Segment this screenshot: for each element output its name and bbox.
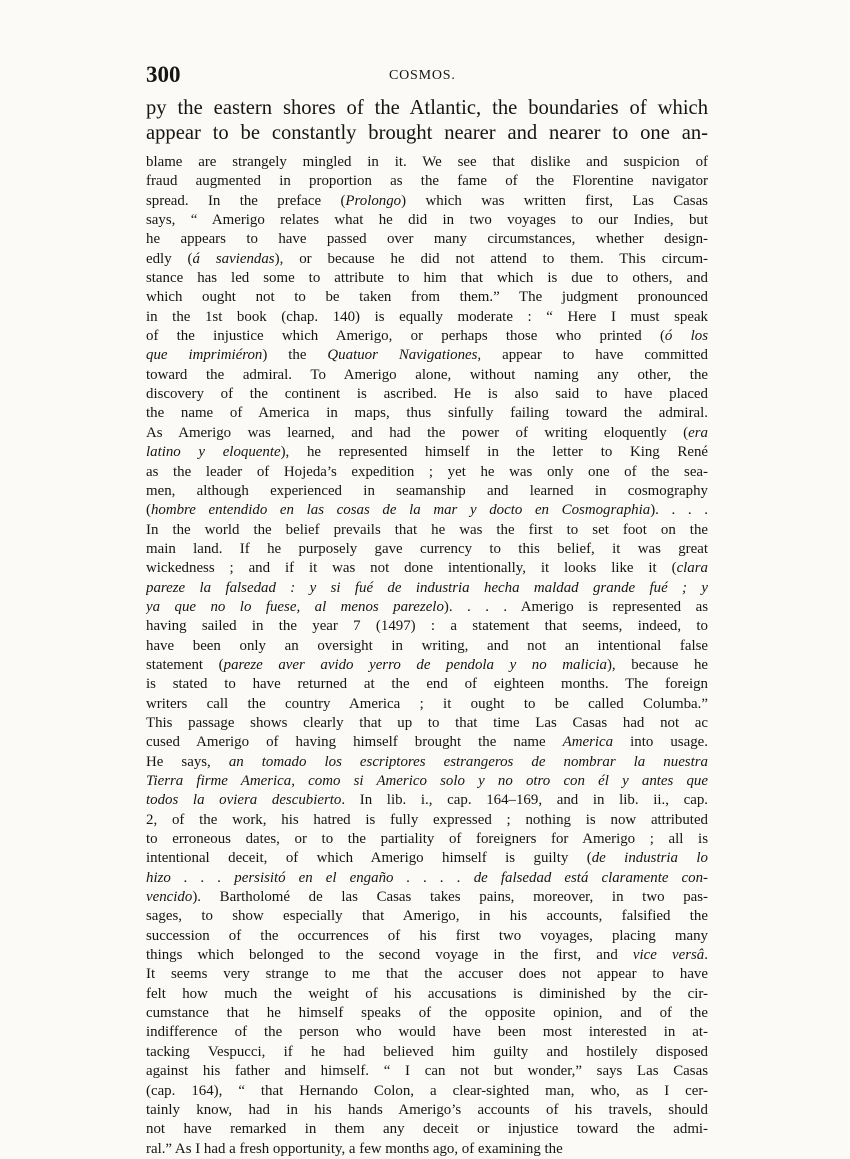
text-segment: ( [146,502,151,519]
italic-text: hombre entendido en las cosas de la mar y docto en Cosmographia [150,502,651,519]
text-segment: of the injustice which Amerigo, or perhaps those who printed ( [146,328,665,345]
footnote-line [146,463,708,482]
footnote-line [146,811,708,830]
text-segment: ). . . . Amerigo is represented as [443,598,708,615]
text-segment: edly ( [146,250,193,267]
text-segment: tainly know, had in his hands Amerigo’s accounts of his travels, should [146,1101,708,1118]
text-segment: . [704,947,708,964]
italic-text: pareze aver avido yerro de pendola y no malicia [223,656,607,673]
italic-text: an tomado los escriptores estrangeros de nombrar la nuestra [228,753,708,770]
text-segment: discovery of the continent is ascribed. He is also said to have placed [146,386,708,403]
footnote-line [146,772,708,791]
main-text-line: appear to be constantly brought nearer and nearer to one an- [146,121,708,144]
text-segment: sages, to show especially that Amerigo, in his accounts, falsified the [146,908,708,925]
italic-text: clara [676,560,708,577]
text-segment: is stated to have returned at the end of eighteen months. The foreign [146,676,708,693]
footnote-line [146,1062,708,1081]
text-segment: ). . . . [650,502,708,519]
italic-text: ya que no lo fuese, al menos parezelo [146,598,444,615]
text-segment: writers call the country America ; it ought to be called Columba.” [146,695,708,712]
text-segment: ), or because he did not attend to them. This circum- [274,250,708,267]
footnote-line [146,366,708,385]
text-segment: ral.” As I had a fresh opportunity, a few months ago, of examining the [146,1140,563,1157]
text-segment: He says, [146,753,229,770]
footnote-line [146,598,708,617]
footnote-line [146,946,708,965]
text-segment: against his father and himself. “ I can not but wonder,” says Las Casas [146,1063,708,1080]
italic-text: hizo . . . persisitó en el engaño . . . . de falsedad está claramente con- [146,869,708,886]
text-segment: stance has led some to attribute to him that which is due to others, and [146,270,708,287]
text-segment: the name of America in maps, thus sinfully failing toward the admiral. [146,405,708,422]
footnote-line [146,675,708,694]
footnote-line [146,153,708,172]
footnote-line [146,172,708,191]
footnote-line [146,1101,708,1120]
text-segment: . In lib. i., cap. 164–169, and in lib. ii., cap. [341,792,708,809]
footnote-line [146,521,708,540]
footnote-text [146,153,708,1159]
footnote-line [146,907,708,926]
text-segment: toward the admiral. To Amerigo alone, without naming any other, the [146,366,708,383]
footnote-line [146,1043,708,1062]
text-segment: As Amerigo was learned, and had the power of writing eloquently ( [146,424,689,441]
italic-text: America [562,734,614,751]
text-segment: cused Amerigo of having himself brought the name [146,734,563,751]
footnote-line [146,385,708,404]
italic-text: Quatuor Navigationes, [327,347,482,364]
running-title: COSMOS. [389,68,456,83]
text-segment: indifference of the person who would have been most interested in at- [146,1024,708,1041]
footnote-line [146,404,708,423]
text-segment: which ought not to be taken from them.” The judgment pronounced [146,289,708,306]
italic-text: de industria lo [591,850,708,867]
footnote-line [146,230,708,249]
footnote-line [146,482,708,501]
italic-text: vice versâ [632,947,705,964]
footnote-line [146,849,708,868]
footnote-line [146,733,708,752]
italic-text: pareze la falsedad : y si fué de industria hecha maldad grande fué ; y [146,579,708,596]
footnote-line [146,985,708,1004]
footnote-line [146,965,708,984]
footnote-line [146,753,708,772]
footnote-line [146,250,708,269]
text-segment: This passage shows clearly that up to that time Las Casas had not ac [146,714,708,731]
text-segment: main land. If he purposely gave currency to this belief, it was great [146,540,708,557]
text-segment: (cap. 164), “ that Hernando Colon, a clear-sighted man, who, as I cer- [146,1082,708,1099]
footnote-line [146,695,708,714]
text-segment: ), because he [606,656,708,673]
main-text [146,96,708,145]
text-segment: into usage. [613,734,708,751]
footnote-line [146,1140,708,1159]
italic-text: que imprimiéron [146,347,263,364]
text-segment: ). Bartholomé de las Casas takes pains, moreover, in two pas- [192,889,708,906]
text-segment: In the world the belief prevails that he was the first to set foot on the [146,521,708,538]
footnote-line [146,579,708,598]
footnote-line [146,617,708,636]
italic-text: latino y eloquente [146,444,281,461]
italic-text: ó los [664,328,708,345]
footnote-line [146,869,708,888]
page-header [146,62,706,88]
footnote-line [146,1120,708,1139]
footnote-line [146,830,708,849]
footnote-line [146,288,708,307]
text-segment: 2, of the work, his hatred is fully expressed ; nothing is now attributed [146,811,708,828]
italic-text: Tierra firme America, como si Americo solo y no otro con él y antes que [146,773,708,789]
footnote-line [146,308,708,327]
footnote-line [146,424,708,443]
footnote-line [146,714,708,733]
text-segment: tacking Vespucci, if he had believed him guilty and hostilely disposed [146,1043,708,1060]
text-segment: succession of the occurrences of his first two voyages, placing many [146,927,708,944]
text-segment: spread. In the preface ( [146,192,346,209]
footnote-line [146,1004,708,1023]
page-number: 300 [146,62,181,87]
text-segment: ) the [262,347,328,364]
text-segment: things which belonged to the second voyage in the first, and [146,947,633,964]
footnote-line [146,559,708,578]
italic-text: Prolongo [345,192,402,209]
footnote-line [146,269,708,288]
footnote-line [146,1082,708,1101]
text-segment: as the leader of Hojeda’s expedition ; yet he was only one of the sea- [146,463,708,480]
text-segment: having sailed in the year 7 (1497) : a statement that seems, indeed, to [146,618,708,635]
text-segment: fraud augmented in proportion as the fame of the Florentine navigator [146,173,708,190]
footnote-line [146,656,708,675]
text-segment: intentional deceit, of which Amerigo himself is guilty ( [146,850,592,867]
footnote-line [146,540,708,559]
italic-text: todos la oviera descubierto [146,792,342,809]
footnote-line [146,637,708,656]
italic-text: era [688,424,708,441]
footnote-line [146,192,708,211]
text-segment: cumstance that he himself speaks of the opposite opinion, and of the [146,1005,708,1022]
footnote-line [146,1023,708,1042]
footnote-line [146,888,708,907]
text-segment: he appears to have passed over many circumstances, whether design- [146,231,708,248]
footnote-line [146,211,708,230]
text-segment: ) which was written first, Las Casas [401,192,708,209]
text-segment: says, “ Amerigo relates what he did in two voyages to our Indies, but [146,212,708,229]
footnote-line [146,443,708,462]
text-segment: It seems very strange to me that the accuser does not appear to have [146,966,708,983]
text-segment: ), he represented himself in the letter to King René [280,444,708,461]
text-segment: in the 1st book (chap. 140) is equally moderate : “ Here I must speak [146,308,708,325]
text-segment: statement ( [146,656,224,673]
footnote-line [146,327,708,346]
footnote-line [146,791,708,810]
text-segment: to erroneous dates, or to the partiality of foreigners for Amerigo ; all is [146,831,708,848]
footnote-line [146,346,708,365]
footnote-line [146,501,708,520]
text-segment: felt how much the weight of his accusations is diminished by the cir- [146,985,708,1002]
text-segment: not have remarked in them any deceit or injustice toward the admi- [146,1121,708,1138]
text-segment: appear to have committed [481,347,708,364]
text-segment: men, although experienced in seamanship and learned in cosmography [146,482,708,499]
footnote-line [146,927,708,946]
text-segment: blame are strangely mingled in it. We see that dislike and suspicion of [146,154,708,170]
italic-text: á saviendas [192,250,275,267]
text-segment: wickedness ; and if it was not done intentionally, it looks like it ( [146,560,677,577]
main-text-line: py the eastern shores of the Atlantic, the boundaries of which [146,97,708,119]
italic-text: vencido [146,889,193,906]
text-segment: have been only an oversight in writing, and not an intentional false [146,637,708,654]
